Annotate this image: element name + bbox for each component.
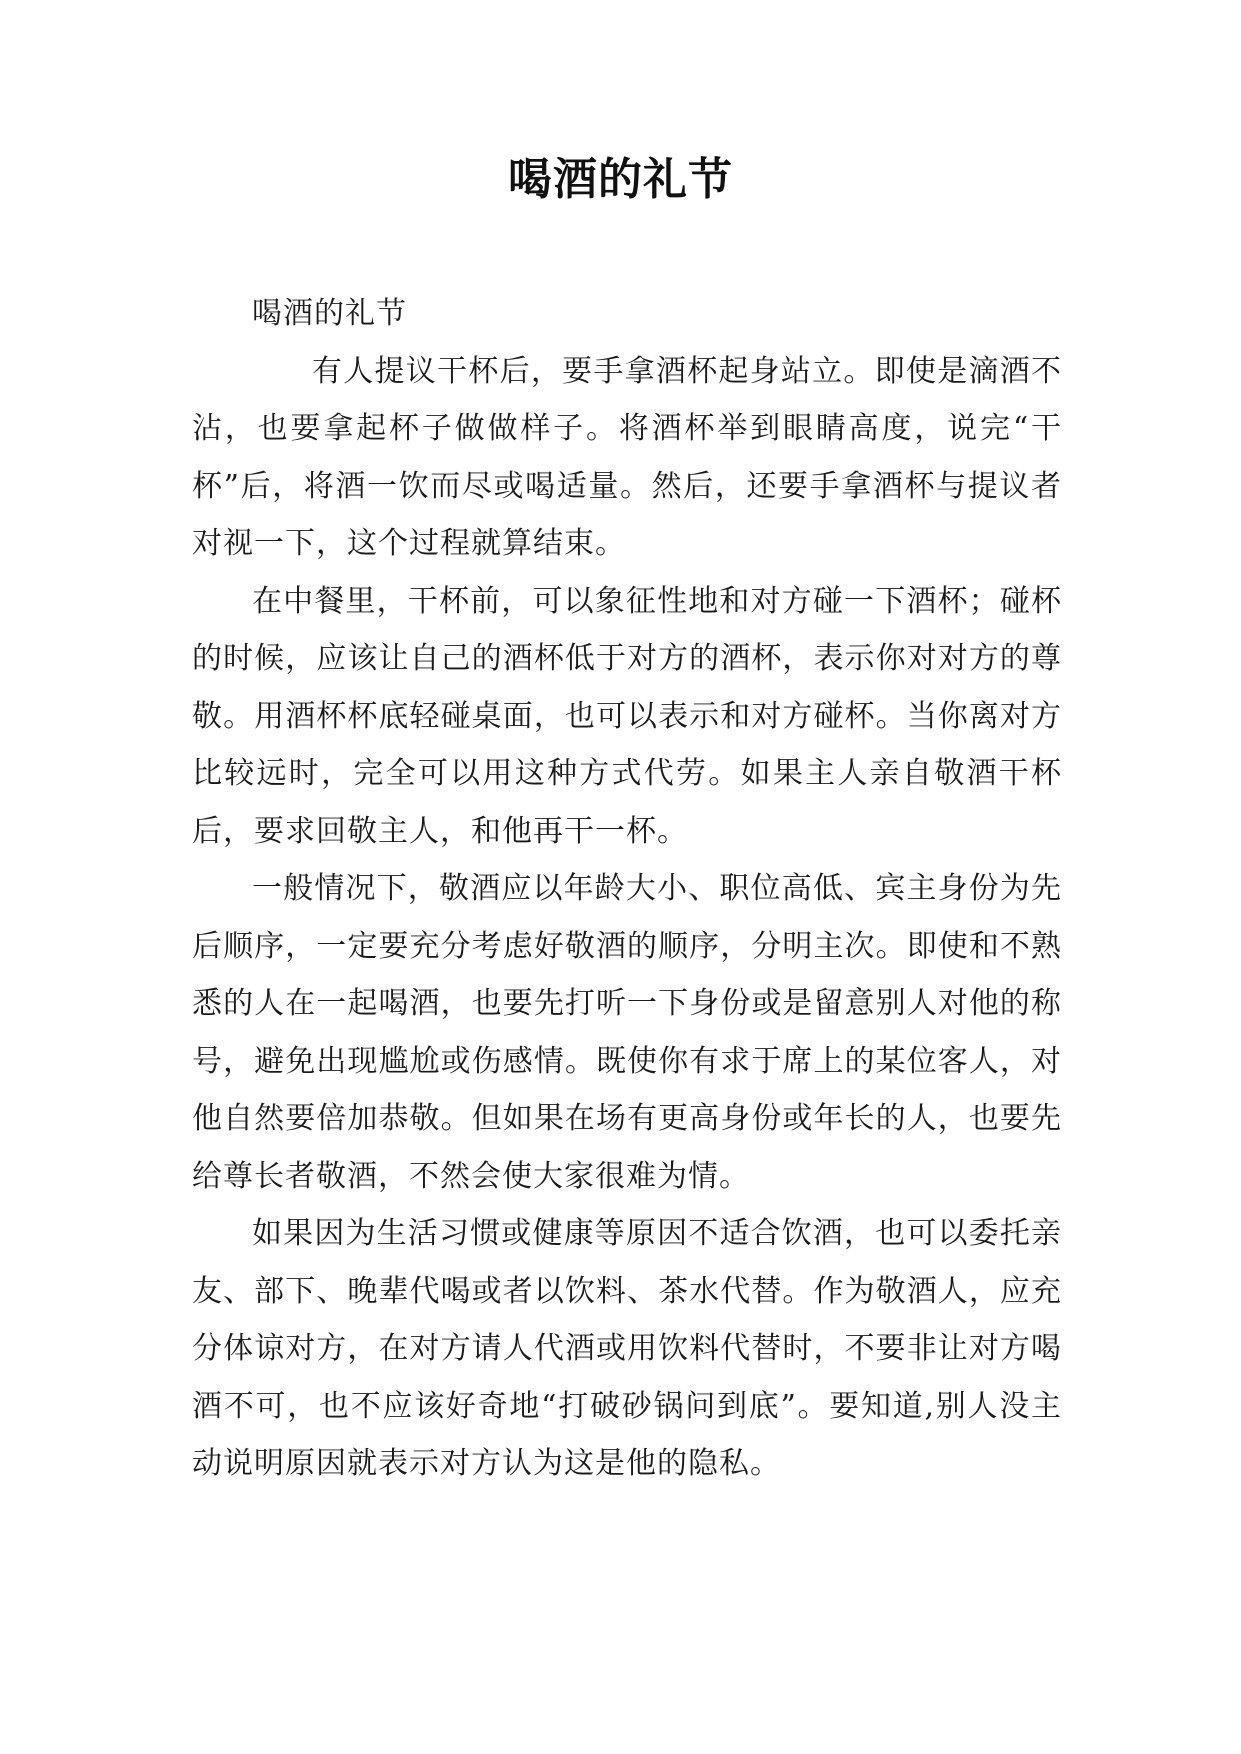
document-body — [192, 285, 1062, 1493]
paragraph-toast-order: 一般情况下，敬酒应以年龄大小、职位高低、宾主身份为先后顺序，一定要充分考虑好敬酒的顺序，分明主次。即使和不熟悉的人在一起喝酒，也要先打听一下身份或是留意别人对他的称号，避免出现尴尬或伤感情。既使你有求于席上的某位客人，对他自然要倍加恭敬。但如果在场有更高身份或年长的人，也要先给尊长者敬酒，不然会使大家很难为情。 — [192, 871, 1062, 1194]
paragraph-subheading: 喝酒的礼节 — [252, 296, 407, 331]
paragraph-declining-alcohol: 如果因为生活习惯或健康等原因不适合饮酒，也可以委托亲友、部下、晚辈代喝或者以饮料、茶水代替。作为敬酒人，应充分体谅对方，在对方请人代酒或用饮料代替时，不要非让对方喝酒不可，也不应该好奇地“打破砂锅问到底”。要知道,别人没主动说明原因就表示对方认为这是他的隐私。 — [192, 1216, 1062, 1481]
paragraph-clinking-glasses: 在中餐里，干杯前，可以象征性地和对方碰一下酒杯；碰杯的时候，应该让自己的酒杯低于对方的酒杯，表示你对对方的尊敬。用酒杯杯底轻碰桌面，也可以表示和对方碰杯。当你离对方比较远时，完全可以用这种方式代劳。如果主人亲自敬酒干杯后，要求回敬主人，和他再干一杯。 — [192, 583, 1062, 849]
paragraph-toast-procedure: 有人提议干杯后，要手拿酒杯起身站立。即使是滴酒不沾，也要拿起杯子做做样子。将酒杯举到眼睛高度，说完“干杯”后，将酒一饮而尽或喝适量。然后，还要手拿酒杯与提议者对视一下，这个过程就算结束。 — [192, 353, 1062, 561]
document-title: 喝酒的礼节 — [508, 154, 733, 205]
